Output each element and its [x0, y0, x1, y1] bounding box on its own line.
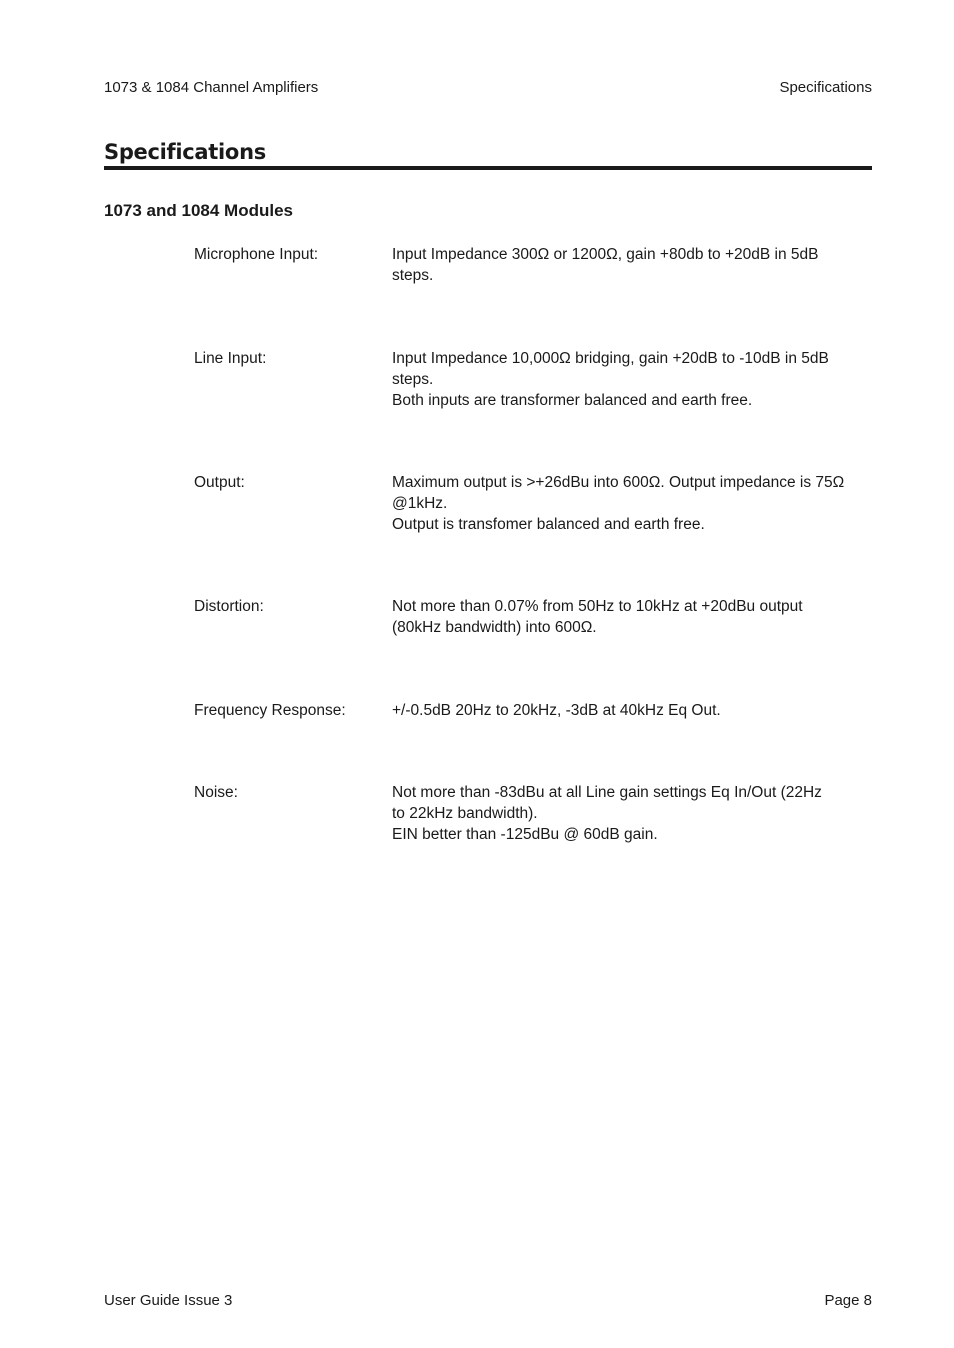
- footer-guide-issue: User Guide Issue 3: [104, 1292, 233, 1309]
- spec-label: Microphone Input:: [194, 246, 319, 263]
- spec-value: [392, 244, 866, 286]
- spec-value-line: Input Impedance 10,000Ω bridging, gain +20dB to -10dB in 5dB steps.: [392, 350, 829, 388]
- spec-label: Distortion:: [194, 598, 264, 615]
- spec-label: Line Input:: [194, 350, 267, 367]
- spec-value-line: Output is transfomer balanced and earth free.: [392, 516, 705, 533]
- spec-label: Output:: [194, 474, 245, 491]
- spec-value: [392, 700, 866, 721]
- footer-page-number: Page 8: [824, 1292, 872, 1309]
- subsection-title: 1073 and 1084 Modules: [104, 201, 293, 220]
- spec-value: [392, 348, 866, 411]
- spec-value-line: EIN better than -125dBu @ 60dB gain.: [392, 826, 658, 843]
- spec-label: Noise:: [194, 784, 238, 801]
- header-section-name: Specifications: [779, 79, 872, 96]
- spec-value-line: Both inputs are transformer balanced and earth free.: [392, 392, 753, 409]
- spec-value-line: Not more than 0.07% from 50Hz to 10kHz at +20dBu output (80kHz bandwidth) into 600Ω.: [392, 598, 803, 636]
- running-header: [104, 79, 872, 99]
- header-document-title: 1073 & 1084 Channel Amplifiers: [104, 79, 319, 96]
- spec-label: Frequency Response:: [194, 702, 346, 719]
- spec-value-line: Maximum output is >+26dBu into 600Ω. Output impedance is 75Ω @1kHz.: [392, 474, 845, 512]
- spec-value-line: +/-0.5dB 20Hz to 20kHz, -3dB at 40kHz Eq Out.: [392, 702, 721, 719]
- spec-value: [392, 596, 866, 638]
- spec-value: [392, 782, 866, 845]
- section-title: Specifications: [104, 140, 266, 164]
- section-divider: [104, 166, 872, 170]
- spec-value-line: Input Impedance 300Ω or 1200Ω, gain +80db to +20dB in 5dB steps.: [392, 246, 819, 284]
- running-footer: [104, 1292, 872, 1312]
- spec-value: [392, 472, 866, 535]
- spec-value-line: Not more than -83dBu at all Line gain settings Eq In/Out (22Hz to 22kHz bandwidth).: [392, 784, 822, 822]
